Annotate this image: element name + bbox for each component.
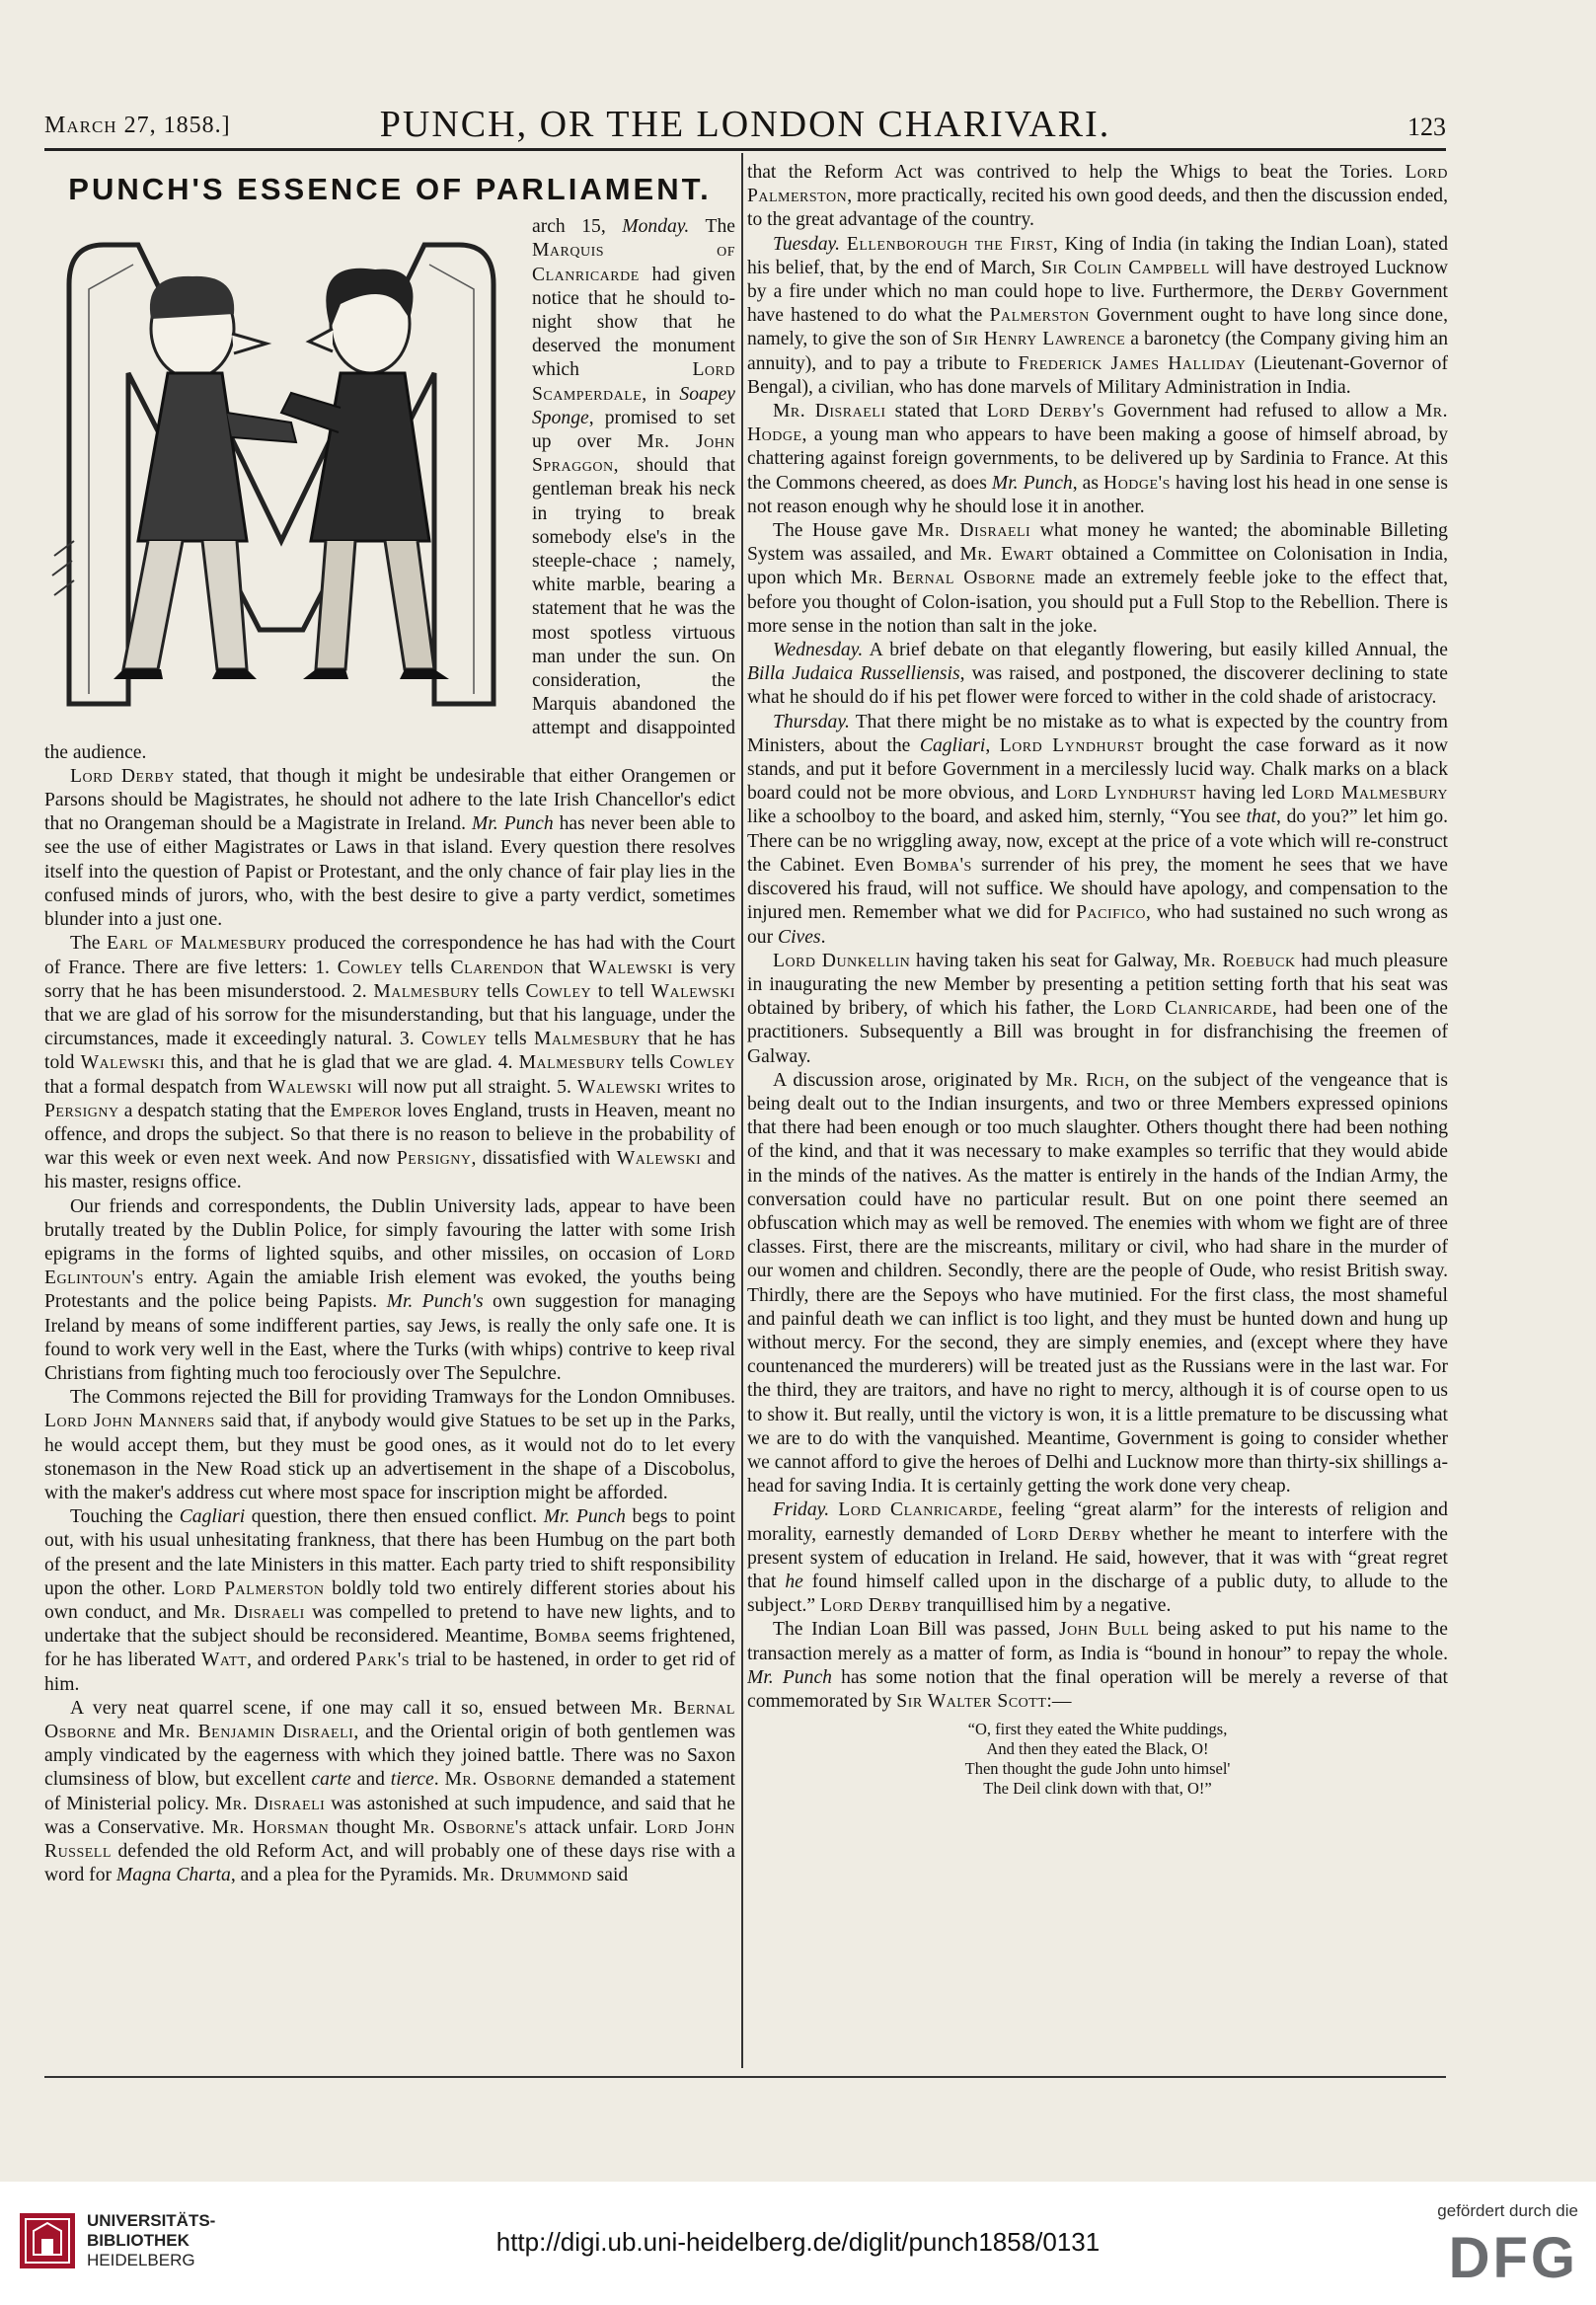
running-header	[44, 99, 1446, 148]
verse-quotation	[747, 1720, 1448, 1799]
verse-line: Then thought the gude John unto himsel'	[964, 1759, 1231, 1779]
caricature-initial-m-illustration	[44, 215, 518, 719]
paragraph: The Commons rejected the Bill for providing Tramways for the London Omnibuses. Lord John Manners said that, if anybody would give Statues to be set up in the Parks, he would accept them, but they must be good ones, as it would not do to let every stonemason in the New Road stick up an advertisement in the shape of a Discobolus, with the maker's address cut where most space for inscription might be afforded.	[44, 1387, 735, 1503]
paragraph: Thursday. That there might be no mistake as to what is expected by the country from Ministers, about the Cagliari, Lord Lyndhurst brought the case forward as it now stands, and put it before Government in a mercilessly lucid way. Chalk marks on a black board could not be more obvious, and Lord Lyndhurst having led Lord Malmesbury like a schoolboy to the board, and asked him, sternly, “You see that, do you?” let him go. There can be no wriggling away, now, except at the price of a vote which will re-construct the Cabinet. Even Bomba's surrender of his prey, the moment he sees that we have discovered his fraud, will not suffice. We should have apology, and compensation to the injured men. Remember what we did for Pacifico, who had sustained no such wrong as our Cives.	[747, 711, 1448, 948]
dfg-logo: DFG	[1448, 2226, 1578, 2290]
paragraph: Our friends and correspondents, the Dublin University lads, appear to have been brutally treated by the Dublin Police, for simply favouring the latter with some Irish epigrams in the forms of lighted squibs, and other missiles, on occasion of Lord Eglintoun's entry. Again the amiable Irish element was evoked, the youths being Protestants and the police being Papists. Mr. Punch's own suggestion for managing Ireland by means of some indifferent parties, say Jews, is really the only safe one. It is found to work very well in the East, where the Turks (with whips) contrive to keep rival Christians from fighting much too ferociously over The Sepulchre.	[44, 1195, 735, 1384]
header-rule	[44, 148, 1446, 151]
paragraph: A very neat quarrel scene, if one may call it so, ensued between Mr. Bernal Osborne and Mr. Benjamin Disraeli, and the Oriental origin of both gentlemen was amply vindicated by the eagerness with which they joined battle. There was no Saxon clumsiness of blow, but excellent carte and tierce. Mr. Osborne demanded a statement of Ministerial policy. Mr. Disraeli was astonished at such impudence, and said that he was a Conservative. Mr. Horsman thought Mr. Osborne's attack unfair. Lord John Russell defended the old Reform Act, and will probably one of these days rise with a word for Magna Charta, and a plea for the Pyramids. Mr. Drummond said	[44, 1697, 735, 1886]
header-date: March 27, 1858.]	[44, 113, 231, 138]
paragraph: Friday. Lord Clanricarde, feeling “great alarm” for the interests of religion and morality, earnestly demanded of Lord Derby whether he meant to interfere with the present system of education in Ireland. He said, however, that it was with “great regret that he found himself called upon in the discharge of a public duty, to allude to the subject.” Lord Derby tranquillised him by a negative.	[747, 1499, 1448, 1617]
verse-line: And then they eated the Black, O!	[986, 1739, 1209, 1759]
paragraph: The Indian Loan Bill was passed, John Bull being asked to put his name to the transaction merely as a matter of form, as India is “bound in honour” to repay the whole. Mr. Punch has some notion that the final operation will be merely a reverse of that commemorated by Sir Walter Scott:—	[747, 1619, 1448, 1712]
article-title: PUNCH'S ESSENCE OF PARLIAMENT.	[68, 172, 712, 206]
paragraph: Lord Derby stated, that though it might be undesirable that either Orangemen or Parsons should be Magistrates, he should not adhere to the late Irish Chancellor's edict that no Orangeman should be a Magistrate in Ireland. Mr. Punch has never been able to see the use of either Magistrates or Laws in that island. Every question there resolves itself into the question of Papist or Protestant, and the only chance of fair play lies in the confused minds of jurors, who, with the best desire to give a party verdict, sometimes blunder into a just one.	[44, 765, 735, 931]
header-title: PUNCH, OR THE LONDON CHARIVARI.	[379, 104, 1111, 145]
paragraph: arch 15, Monday. The Marquis of Clanricarde had given notice that he should to-night show that he deserved the monument which Lord Scamperdale, in Soapey Sponge, promised to set up over Mr. John Spraggon, should that gentleman break his neck in trying to break somebody else's in the steeple-chace ; namely, white marble, bearing a statement that he was the most spotless virtuous man under the sun. On consideration, the Marquis abandoned the attempt and disappointed the audience.	[44, 216, 735, 763]
library-name: UNIVERSITÄTS- BIBLIOTHEK HEIDELBERG	[87, 2211, 216, 2269]
digitization-footer	[0, 2182, 1596, 2305]
paragraph: The House gave Mr. Disraeli what money he wanted; the abominable Billeting System was assailed, and Mr. Ewart obtained a Committee on Colonisation in India, upon which Mr. Bernal Osborne made an extremely feeble joke to the effect that, before you thought of Colon-isation, you should put a Full Stop to the Rebellion. There is more sense in the notion than salt in the joke.	[747, 520, 1448, 637]
column-divider	[741, 153, 743, 2068]
paragraph: Touching the Cagliari question, there then ensued conflict. Mr. Punch begs to point out, with his usual unhesitating frankness, that there has been Humbug on the part both of the present and the late Ministers in this matter. Each party tried to shift responsibility upon the other. Lord Palmerston boldly told two entirely different stories about his own conduct, and Mr. Disraeli was compelled to pretend to have new lights, and to undertake that the subject should be reconsidered. Meantime, Bomba seems frightened, for he has liberated Watt, and ordered Park's trial to be hastened, in order to get rid of him.	[44, 1506, 735, 1695]
right-column	[747, 161, 1448, 2071]
verse-line: The Deil clink down with that, O!”	[983, 1779, 1212, 1799]
left-column	[44, 168, 735, 2073]
paragraph: Wednesday. A brief debate on that elegantly flowering, but easily killed Annual, the Billa Judaica Russelliensis, was raised, and postponed, the discoverer declining to state what he should do if his pet flower were forced to wither in the cold shade of aristocracy.	[747, 640, 1448, 709]
funder-label: gefördert durch die	[1437, 2201, 1578, 2220]
paragraph: Tuesday. Ellenborough the First, King of India (in taking the Indian Loan), stated his belief, that, by the end of March, Sir Colin Campbell will have destroyed Lucknow by a fire under which no man could hope to live. Furthermore, the Derby Government have hastened to do what the Palmerston Government ought to have long since done, namely, to give the son of Sir Henry Lawrence a baronetcy (the Company giving him an annuity), and to pay a tribute to Frederick James Halliday (Lieutenant-Governor of Bengal), a civilian, who has done marvels of Military Administration in India.	[747, 233, 1448, 398]
paragraph: that the Reform Act was contrived to help the Whigs to beat the Tories. Lord Palmerston, more practically, recited his own good deeds, and then the discussion ended, to the great advantage of the country.	[747, 162, 1448, 231]
bottom-rule	[44, 2076, 1446, 2078]
page-number: 123	[1407, 113, 1446, 141]
paragraph: The Earl of Malmesbury produced the correspondence he has had with the Court of France. There are five letters: 1. Cowley tells Clarendon that Walewski is very sorry that he has been misunderstood. 2. Malmesbury tells Cowley to tell Walewski that we are glad of his sorrow for the misunderstanding, but that his language, under the circumstances, made it exceedingly natural. 3. Cowley tells Malmesbury that he has told Walewski this, and that he is glad that we are glad. 4. Malmesbury tells Cowley that a formal despatch from Walewski will now put all straight. 5. Walewski writes to Persigny a despatch stating that the Emperor loves England, trusts in Heaven, meant no offence, and drops the subject. So that there is no reason to believe in the probability of war this week or even next week. And now Persigny, dissatisfied with Walewski and his master, resigns office.	[44, 933, 735, 1193]
verse-line: “O, first they eated the White puddings,	[967, 1720, 1228, 1739]
paragraph: Mr. Disraeli stated that Lord Derby's Government had refused to allow a Mr. Hodge, a young man who appears to have been making a goose of himself abroad, by chattering against foreign governments, to be delivered up by Sardinia to France. At this the Commons cheered, as does Mr. Punch, as Hodge's having lost his head in one sense is not reason enough why he should lose it in another.	[747, 401, 1448, 517]
paragraph: Lord Dunkellin having taken his seat for Galway, Mr. Roebuck had much pleasure in inaugurating the new Member by presenting a petition setting forth that his seat was obtained by bribery, of which his father, the Lord Clanricarde, had been one of the practitioners. Subsequently a Bill was brought in for disfranchising the freemen of Galway.	[747, 950, 1448, 1067]
source-url-link[interactable]: http://digi.ub.uni-heidelberg.de/diglit/punch1858/0131	[495, 2227, 1101, 2257]
paragraph: A discussion arose, originated by Mr. Rich, on the subject of the vengeance that is being dealt out to the Indian insurgents, and two or three Members expressed opinions that there had been enough or too much slaughter. Others thought there had been nothing of the kind, and that it was necessary to make examples so terrific that they would abide in the minds of the natives. As the matter is entirely in the hands of the Indian Army, the conversation could have no particular result. But on one point there seemed an obfuscation which may as well be removed. The enemies with whom we fight are of three classes. First, there are the miscreants, military or civil, who had share in the murder of our women and children. Secondly, there are the people of Oude, who resist British sway. Thirdly, there are the Sepoys who have mutinied. For the first class, the most shameful and painful death we can inflict is too light, and they must be hunted down and hung up without mercy. For the second, they are simply enemies, and (except where they have countenanced the murderers) will be treated just as the Russians were in the last war. For the third, they are traitors, and have no right to mercy, although it is of course open to us to show it. But really, until the victory is won, it is a little premature to be discussing what we are to do with the vanquished. Meantime, Government is going to consider whether we cannot afford to give the heroes of Delhi and Lucknow more than thirty-six shillings a-head for saving India. It is certainly getting the work done very cheap.	[747, 1069, 1448, 1498]
